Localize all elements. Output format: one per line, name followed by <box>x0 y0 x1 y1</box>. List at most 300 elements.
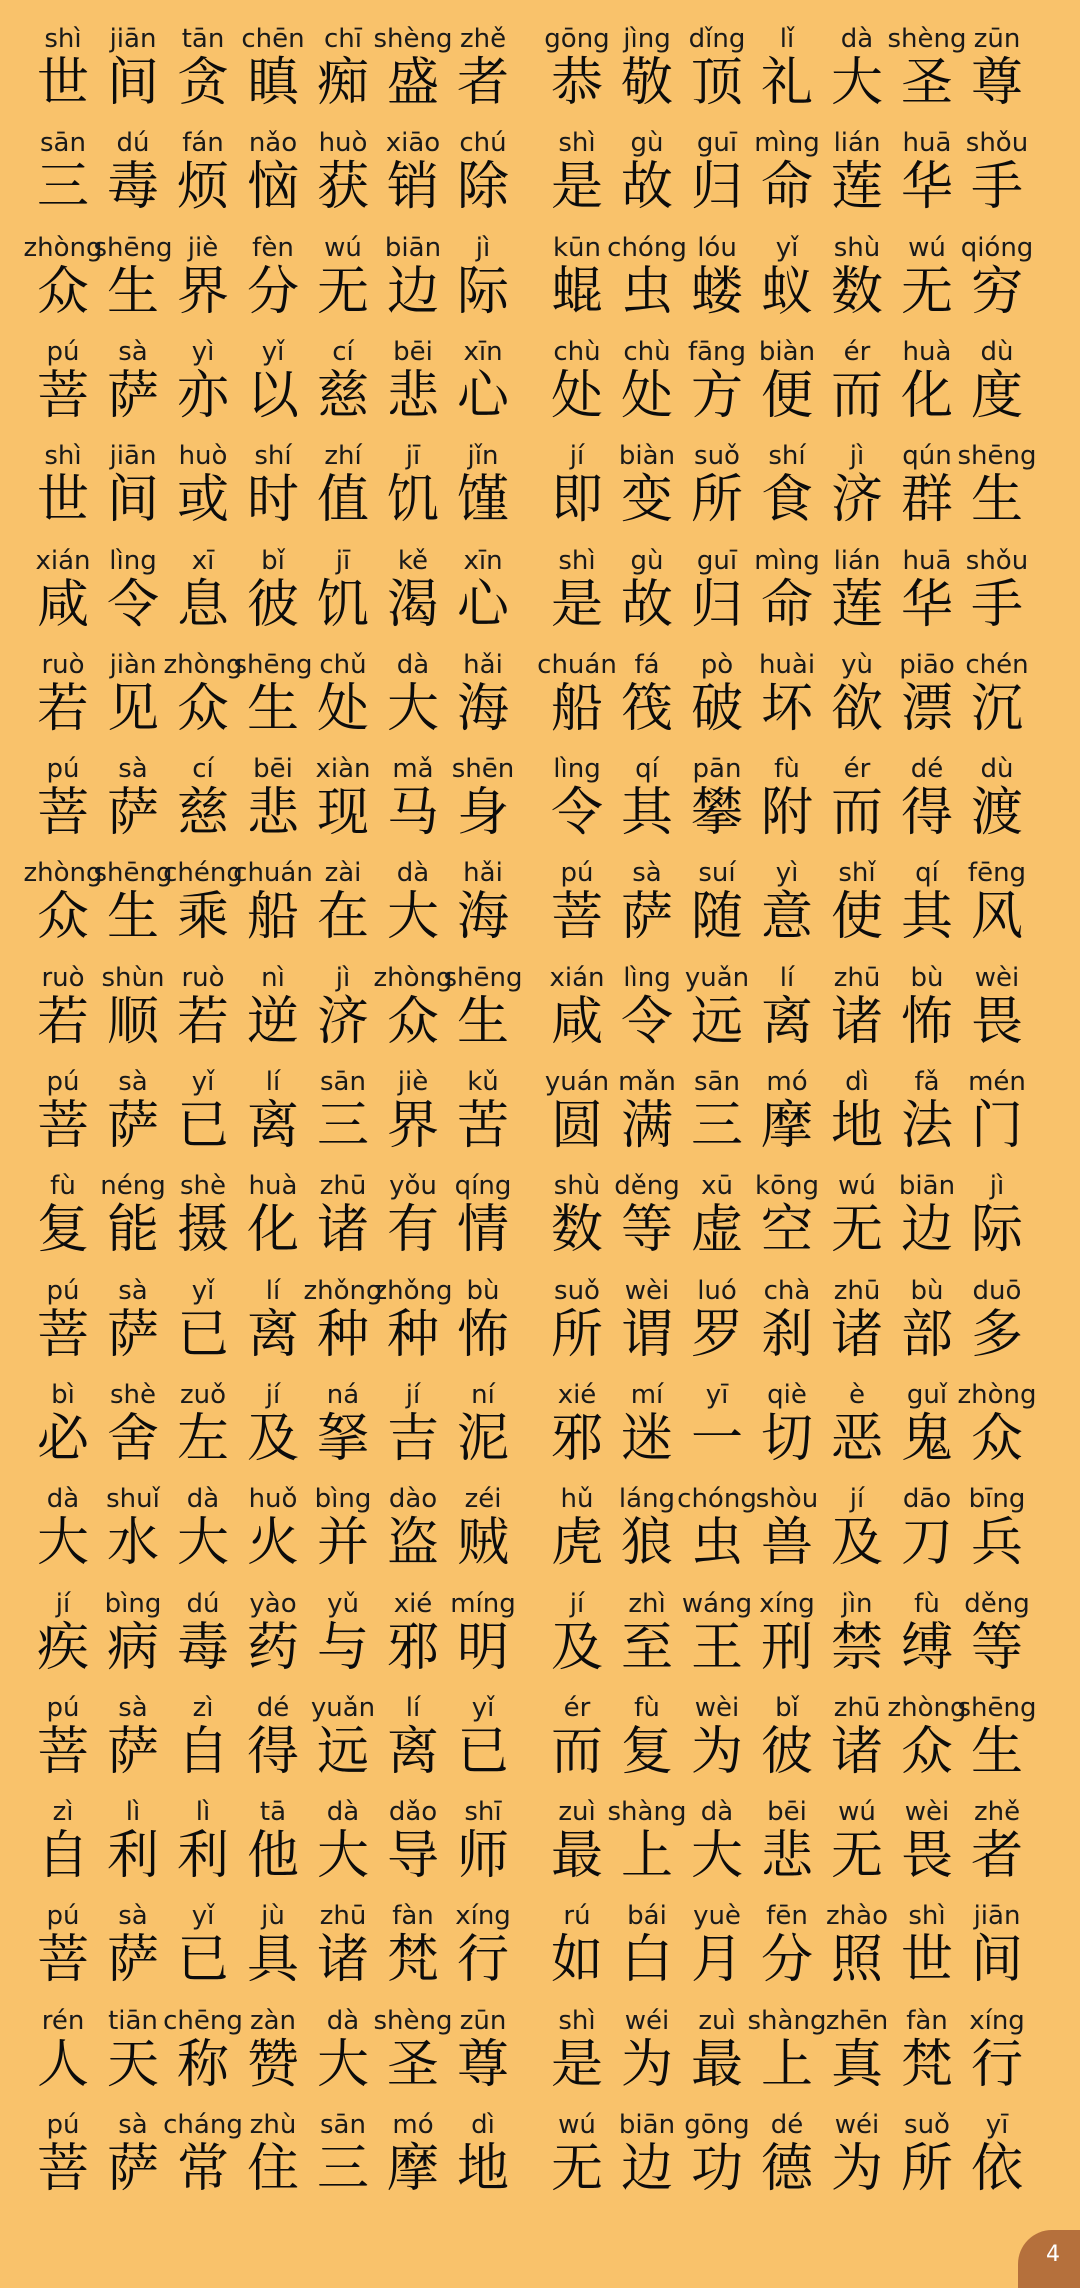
pinyin: yuán <box>544 1067 610 1097</box>
hanzi: 悲 <box>760 1826 813 1887</box>
character-cell <box>443 957 523 1062</box>
pinyin: xū <box>701 1171 733 1202</box>
pinyin: jìng <box>623 24 671 54</box>
hanzi: 邪 <box>386 1617 439 1678</box>
pinyin: wú <box>558 2110 596 2140</box>
pinyin: lí <box>405 1692 421 1723</box>
verse-line-left <box>28 1895 518 2000</box>
hanzi: 边 <box>620 2139 673 2199</box>
pinyin: chéng <box>163 858 243 889</box>
pinyin: fàn <box>906 2005 948 2036</box>
hanzi: 迷 <box>620 1408 673 1469</box>
character-cell <box>962 122 1032 227</box>
verse-line-right <box>542 748 1042 853</box>
hanzi: 以 <box>246 365 299 426</box>
pinyin: zhū <box>319 1901 367 1932</box>
hanzi: 萨 <box>106 1304 159 1365</box>
hanzi: 切 <box>760 1408 813 1469</box>
pinyin: kūn <box>552 232 601 263</box>
hanzi: 诸 <box>316 1200 369 1261</box>
pinyin: wáng <box>681 1588 753 1619</box>
verse-row <box>0 540 1080 645</box>
character-cell <box>448 1791 518 1896</box>
hanzi: 是 <box>550 574 603 635</box>
hanzi: 手 <box>970 157 1023 218</box>
pinyin: yǐ <box>191 1067 215 1097</box>
pinyin: jiè <box>397 1067 429 1097</box>
hanzi: 诸 <box>830 1304 883 1365</box>
hanzi: 得 <box>900 783 953 844</box>
verse-line-right <box>542 2104 1042 2209</box>
hanzi: 摩 <box>760 1096 813 1156</box>
hanzi: 菩 <box>36 783 89 844</box>
character-cell <box>962 540 1032 645</box>
pinyin: shǐ <box>838 858 876 889</box>
pinyin: zhòng <box>957 1379 1037 1410</box>
pinyin: shēng <box>233 649 313 680</box>
pinyin: bì <box>51 1379 75 1410</box>
hanzi: 明 <box>456 1617 509 1678</box>
hanzi: 莲 <box>830 574 883 635</box>
pinyin: děng <box>964 1588 1030 1619</box>
pinyin: shǒu <box>965 545 1029 576</box>
character-cell <box>448 540 518 645</box>
pinyin: xīn <box>463 336 503 367</box>
hanzi: 并 <box>316 1513 369 1574</box>
pinyin: jiè <box>187 232 219 263</box>
hanzi: 如 <box>550 1930 603 1991</box>
pinyin: yǒu <box>389 1171 437 1202</box>
character-cell <box>957 1687 1037 1792</box>
pinyin: zuǒ <box>179 1379 227 1410</box>
hanzi: 渡 <box>970 783 1023 844</box>
hanzi: 无 <box>830 1200 883 1261</box>
hanzi: 人 <box>36 2034 89 2095</box>
verse-line-left <box>28 1791 518 1896</box>
hanzi: 大 <box>316 1826 369 1887</box>
verse-line-left <box>28 957 523 1062</box>
hanzi: 渴 <box>386 574 439 635</box>
hanzi: 萨 <box>106 783 159 844</box>
hanzi: 生 <box>456 991 509 1052</box>
pinyin: shǒu <box>965 128 1029 159</box>
hanzi: 萨 <box>106 1721 159 1782</box>
pinyin: dà <box>840 24 874 54</box>
hanzi: 白 <box>620 1930 673 1991</box>
hanzi: 为 <box>690 1721 743 1782</box>
pinyin: zhòng <box>23 858 103 889</box>
hanzi: 德 <box>760 2139 813 2199</box>
pinyin: dù <box>980 754 1014 785</box>
pinyin: mìng <box>754 128 820 159</box>
hanzi: 贪 <box>176 53 229 113</box>
pinyin: shèng <box>373 2005 453 2036</box>
verse-line-right <box>542 1895 1042 2000</box>
character-cell <box>448 1165 518 1270</box>
hanzi: 穷 <box>970 261 1023 322</box>
pinyin: xiāo <box>385 128 441 159</box>
hanzi: 世 <box>36 470 89 531</box>
pinyin: chī <box>324 24 362 54</box>
pinyin: yuǎn <box>310 1692 376 1723</box>
pinyin: pú <box>46 1067 80 1097</box>
verse-line-right <box>542 957 1042 1062</box>
hanzi: 是 <box>550 2034 603 2095</box>
hanzi: 意 <box>760 887 813 948</box>
hanzi: 时 <box>246 470 299 531</box>
pinyin: jí <box>569 1588 585 1619</box>
hanzi: 兽 <box>760 1513 813 1574</box>
pinyin: chà <box>763 1275 811 1306</box>
hanzi: 怖 <box>456 1304 509 1365</box>
pinyin: bù <box>466 1275 500 1306</box>
hanzi: 恭 <box>550 53 603 113</box>
hanzi: 马 <box>386 783 439 844</box>
hanzi: 生 <box>970 470 1023 531</box>
pinyin: děng <box>614 1171 680 1202</box>
hanzi: 种 <box>316 1304 369 1365</box>
verse-row <box>0 1270 1080 1375</box>
hanzi: 若 <box>176 991 229 1052</box>
hanzi: 大 <box>386 887 439 948</box>
pinyin: dù <box>980 336 1014 367</box>
pinyin: shēng <box>957 1692 1037 1723</box>
verse-line-left <box>23 852 518 957</box>
hanzi: 欲 <box>830 678 883 739</box>
pinyin: lóu <box>697 232 737 263</box>
pinyin: mó <box>392 2110 434 2140</box>
pinyin: wú <box>324 232 362 263</box>
hanzi: 月 <box>690 1930 743 1991</box>
hanzi: 大 <box>830 53 883 113</box>
hanzi: 已 <box>176 1304 229 1365</box>
pinyin: pú <box>46 2110 80 2140</box>
pinyin: sà <box>118 754 148 785</box>
hanzi: 菩 <box>36 1930 89 1991</box>
hanzi: 自 <box>176 1721 229 1782</box>
verse-line-right <box>542 1270 1042 1375</box>
pinyin: xíng <box>455 1901 511 1932</box>
pinyin: fāng <box>687 336 747 367</box>
pinyin: xié <box>557 1379 597 1410</box>
verse-line-right <box>542 435 1042 540</box>
pinyin: zhòng <box>23 232 103 263</box>
pinyin: lì <box>125 1797 141 1828</box>
hanzi: 吉 <box>386 1408 439 1469</box>
hanzi: 必 <box>36 1408 89 1469</box>
pinyin: wèi <box>624 1275 670 1306</box>
hanzi: 门 <box>970 1096 1023 1156</box>
pinyin: sà <box>118 1275 148 1306</box>
pinyin: yuǎn <box>684 962 750 993</box>
pinyin: duō <box>972 1275 1022 1306</box>
hanzi: 攀 <box>690 783 743 844</box>
pinyin: jí <box>55 1588 71 1619</box>
hanzi: 怖 <box>900 991 953 1052</box>
hanzi: 现 <box>316 783 369 844</box>
hanzi: 使 <box>830 887 883 948</box>
hanzi: 大 <box>176 1513 229 1574</box>
pinyin: chóng <box>607 232 687 263</box>
hanzi: 梵 <box>386 1930 439 1991</box>
verse-line-left <box>28 1270 518 1375</box>
hanzi: 盗 <box>386 1513 439 1574</box>
pinyin: zuì <box>558 1797 596 1828</box>
hanzi: 边 <box>386 261 439 322</box>
hanzi: 三 <box>316 1096 369 1156</box>
character-cell <box>962 957 1032 1062</box>
pinyin: yǐ <box>471 1692 495 1723</box>
hanzi: 令 <box>550 783 603 844</box>
pinyin: shì <box>44 441 82 472</box>
pinyin: shēng <box>93 232 173 263</box>
pinyin: chù <box>623 336 671 367</box>
pinyin: zhě <box>459 24 507 54</box>
verse-row <box>0 1895 1080 2000</box>
hanzi: 左 <box>176 1408 229 1469</box>
hanzi: 已 <box>456 1721 509 1782</box>
verse-line-left <box>28 1687 518 1792</box>
hanzi: 法 <box>900 1096 953 1156</box>
hanzi: 菩 <box>36 365 89 426</box>
pinyin: dào <box>388 1484 438 1515</box>
hanzi: 至 <box>620 1617 673 1678</box>
verse-line-right <box>542 1374 1042 1479</box>
pinyin: ér <box>843 336 871 367</box>
hanzi: 毒 <box>176 1617 229 1678</box>
hanzi: 情 <box>456 1200 509 1261</box>
pinyin: zuì <box>698 2005 736 2036</box>
hanzi: 行 <box>970 2034 1023 2095</box>
pinyin: ér <box>563 1692 591 1723</box>
pinyin: zhǒng <box>303 1275 383 1306</box>
pinyin: jì <box>335 962 351 993</box>
hanzi: 众 <box>36 887 89 948</box>
pinyin: sān <box>40 128 86 159</box>
pinyin: shùn <box>101 962 165 993</box>
hanzi: 贼 <box>456 1513 509 1574</box>
hanzi: 华 <box>900 574 953 635</box>
pinyin: shàng <box>747 2005 827 2036</box>
pinyin: zàn <box>249 2005 297 2036</box>
verse-line-left <box>28 2104 518 2209</box>
pinyin: zhí <box>324 441 362 472</box>
hanzi: 三 <box>690 1096 743 1156</box>
hanzi: 盛 <box>386 53 439 113</box>
character-cell <box>962 1895 1032 2000</box>
pinyin: zūn <box>459 2005 507 2036</box>
pinyin: dǎo <box>388 1797 438 1828</box>
pinyin: gù <box>630 545 664 576</box>
verse-row <box>0 227 1080 332</box>
pinyin: yī <box>705 1379 729 1410</box>
pinyin: yǔ <box>327 1588 359 1619</box>
hanzi: 大 <box>36 1513 89 1574</box>
pinyin: zhòng <box>373 962 453 993</box>
pinyin: suí <box>698 858 736 889</box>
pinyin: dú <box>116 128 150 159</box>
pinyin: kě <box>397 545 429 576</box>
pinyin: fá <box>634 649 660 680</box>
hanzi: 咸 <box>36 574 89 635</box>
hanzi: 多 <box>970 1304 1023 1365</box>
pinyin: lí <box>265 1067 281 1097</box>
pinyin: luó <box>697 1275 737 1306</box>
hanzi: 所 <box>900 2139 953 2199</box>
pinyin: shèng <box>887 24 967 54</box>
hanzi: 是 <box>550 157 603 218</box>
hanzi: 生 <box>106 887 159 948</box>
pinyin: mìng <box>754 545 820 576</box>
pinyin: xíng <box>969 2005 1025 2036</box>
hanzi: 恶 <box>830 1408 883 1469</box>
pinyin: wú <box>838 1797 876 1828</box>
pinyin: suǒ <box>904 2110 950 2140</box>
hanzi: 火 <box>246 1513 299 1574</box>
pinyin: zì <box>52 1797 74 1828</box>
pinyin: míng <box>450 1588 516 1619</box>
hanzi: 处 <box>620 365 673 426</box>
hanzi: 彼 <box>760 1721 813 1782</box>
hanzi: 缚 <box>900 1617 953 1678</box>
pinyin: zhū <box>833 1692 881 1723</box>
hanzi: 顶 <box>690 53 743 113</box>
verse-line-right <box>542 227 1042 332</box>
verse-line-right <box>542 122 1042 227</box>
pinyin: zhòng <box>163 649 243 680</box>
hanzi: 手 <box>970 574 1023 635</box>
pinyin: wú <box>908 232 946 263</box>
pinyin: jìn <box>841 1588 873 1619</box>
pinyin: nì <box>261 962 285 993</box>
hanzi: 界 <box>386 1096 439 1156</box>
hanzi: 痴 <box>316 53 369 113</box>
hanzi: 船 <box>246 887 299 948</box>
hanzi: 获 <box>316 157 369 218</box>
pinyin: bēi <box>253 754 293 785</box>
pinyin: dé <box>256 1692 290 1723</box>
pinyin: zhǒng <box>373 1275 453 1306</box>
hanzi: 无 <box>316 261 369 322</box>
hanzi: 狼 <box>620 1513 673 1574</box>
hanzi: 泥 <box>456 1408 509 1469</box>
pinyin: pú <box>46 1692 80 1723</box>
verse-line-left <box>28 18 518 123</box>
verse-row <box>0 852 1080 957</box>
hanzi: 见 <box>106 678 159 739</box>
pinyin: jǐn <box>467 441 499 472</box>
pinyin: zì <box>192 1692 214 1723</box>
hanzi: 邪 <box>550 1408 603 1469</box>
hanzi: 生 <box>970 1721 1023 1782</box>
pinyin: zhū <box>833 1275 881 1306</box>
verse-row <box>0 2104 1080 2209</box>
pinyin: dé <box>770 2110 804 2140</box>
pinyin: pú <box>46 1901 80 1932</box>
hanzi: 令 <box>620 991 673 1052</box>
hanzi: 值 <box>316 470 369 531</box>
hanzi: 大 <box>316 2034 369 2095</box>
pinyin: fēn <box>766 1901 808 1932</box>
hanzi: 菩 <box>36 1096 89 1156</box>
character-cell <box>962 1270 1032 1375</box>
pinyin: shì <box>558 2005 596 2036</box>
hanzi: 大 <box>690 1826 743 1887</box>
hanzi: 摄 <box>176 1200 229 1261</box>
pinyin: qí <box>635 754 659 785</box>
pinyin: shè <box>179 1171 227 1202</box>
verse-line-right <box>542 331 1042 436</box>
hanzi: 若 <box>36 678 89 739</box>
hanzi: 无 <box>900 261 953 322</box>
pinyin: fù <box>634 1692 660 1723</box>
hanzi: 界 <box>176 261 229 322</box>
hanzi: 济 <box>316 991 369 1052</box>
verse-line-right <box>542 1061 1042 1166</box>
hanzi: 鬼 <box>900 1408 953 1469</box>
hanzi: 利 <box>176 1826 229 1887</box>
hanzi: 离 <box>760 991 813 1052</box>
pinyin: bìng <box>104 1588 162 1619</box>
hanzi: 船 <box>550 678 603 739</box>
hanzi: 水 <box>106 1513 159 1574</box>
hanzi: 命 <box>760 574 813 635</box>
hanzi: 与 <box>316 1617 369 1678</box>
pinyin: fù <box>774 754 800 785</box>
hanzi: 天 <box>106 2034 159 2095</box>
hanzi: 等 <box>970 1617 1023 1678</box>
pinyin: huò <box>178 441 228 472</box>
pinyin: pò <box>700 649 734 680</box>
pinyin: yù <box>841 649 873 680</box>
pinyin: biàn <box>618 441 676 472</box>
pinyin: chén <box>965 649 1029 680</box>
pinyin: biān <box>898 1171 956 1202</box>
hanzi: 悲 <box>386 365 439 426</box>
pinyin: shēng <box>93 858 173 889</box>
pinyin: fèn <box>252 232 294 263</box>
pinyin: néng <box>100 1171 166 1202</box>
character-cell <box>448 331 518 436</box>
hanzi: 尊 <box>456 2034 509 2095</box>
verse-row <box>0 122 1080 227</box>
pinyin: bìng <box>314 1484 372 1515</box>
pinyin: pú <box>46 336 80 367</box>
pinyin: dà <box>186 1484 220 1515</box>
hanzi: 所 <box>690 470 743 531</box>
pinyin: bēi <box>767 1797 807 1828</box>
pinyin: dà <box>46 1484 80 1515</box>
character-cell <box>962 331 1032 436</box>
pinyin: piāo <box>899 649 955 680</box>
hanzi: 海 <box>456 678 509 739</box>
hanzi: 及 <box>830 1513 883 1574</box>
hanzi: 随 <box>690 887 743 948</box>
hanzi: 部 <box>900 1304 953 1365</box>
pinyin: è <box>849 1379 865 1410</box>
pinyin: bīng <box>968 1484 1026 1515</box>
pinyin: tiān <box>108 2005 158 2036</box>
pinyin: lí <box>265 1275 281 1306</box>
pinyin: lián <box>833 128 881 159</box>
pinyin: shēng <box>957 441 1037 472</box>
pinyin: jì <box>849 441 865 472</box>
hanzi: 逆 <box>246 991 299 1052</box>
pinyin: lián <box>833 545 881 576</box>
hanzi: 沉 <box>970 678 1023 739</box>
pinyin: jiān <box>973 1901 1021 1932</box>
hanzi: 处 <box>550 365 603 426</box>
